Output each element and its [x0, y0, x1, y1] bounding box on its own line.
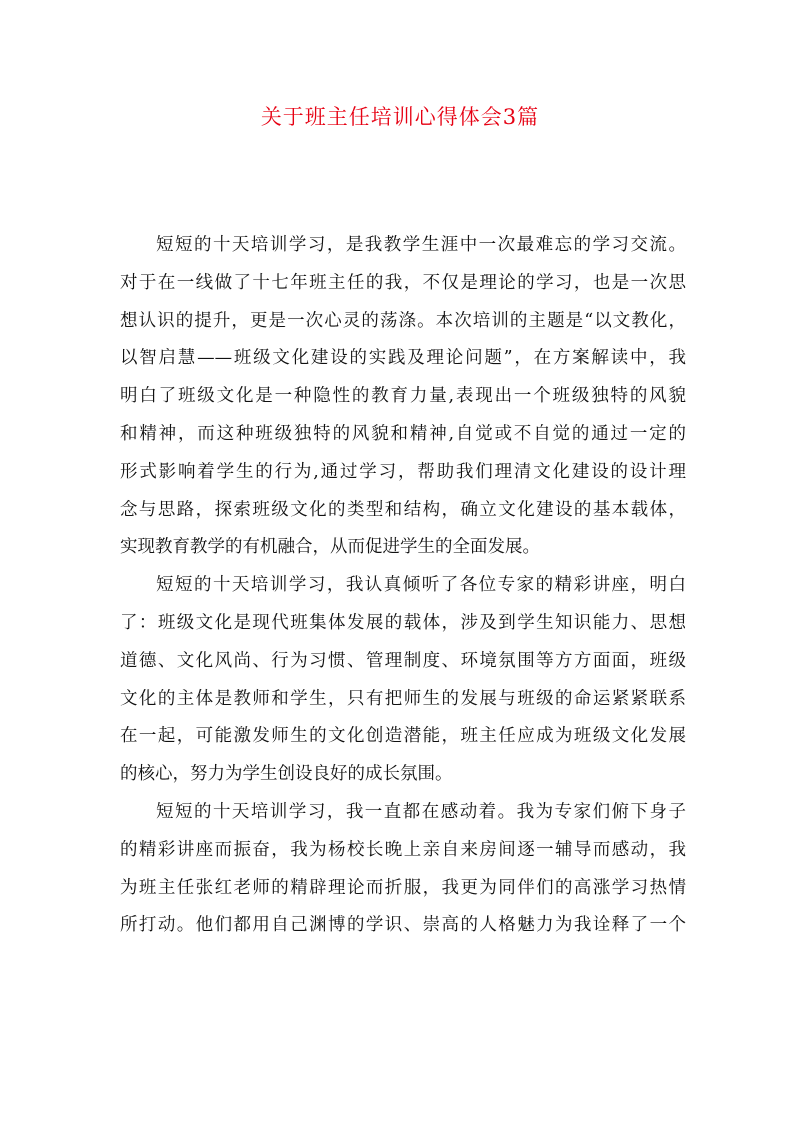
text-line: 想认识的提升，更是一次心灵的荡涤。本次培训的主题是“以文教化，: [120, 310, 686, 331]
text-line: 实现教育教学的有机融合，从而促进学生的全面发展。: [120, 537, 540, 558]
text-line: 形式影响着学生的行为,通过学习，帮助我们理清文化建设的设计理: [120, 461, 686, 482]
text-line: 念与思路，探索班级文化的类型和结构，确立文化建设的基本载体，: [120, 499, 686, 520]
text-line: 在一起，可能激发师生的文化创造潜能，班主任应成为班级文化发展: [120, 726, 686, 747]
page-title: 关于班主任培训心得体会3篇: [260, 105, 540, 129]
text-line: 所打动。他们都用自己渊博的学识、崇高的人格魅力为我诠释了一个: [120, 915, 686, 936]
text-line: 的精彩讲座而振奋，我为杨校长晚上亲自来房间逐一辅导而感动，我: [120, 839, 686, 860]
text-line: 以智启慧——班级文化建设的实践及理论问题”，在方案解读中，我: [120, 348, 686, 369]
text-line: 对于在一线做了十七年班主任的我，不仅是理论的学习，也是一次思: [120, 272, 686, 293]
text-line: 了：班级文化是现代班集体发展的载体，涉及到学生知识能力、思想: [120, 612, 686, 633]
text-line: 为班主任张红老师的精辟理论而折服，我更为同伴们的高涨学习热情: [120, 877, 686, 898]
text-line: 短短的十天培训学习，我一直都在感动着。我为专家们俯下身子: [156, 801, 686, 822]
text-line: 道德、文化风尚、行为习惯、管理制度、环境氛围等方方面面，班级: [120, 650, 686, 671]
text-line: 和精神，而这种班级独特的风貌和精神,自觉或不自觉的通过一定的: [120, 423, 686, 444]
text-line: 的核心，努力为学生创设良好的成长氛围。: [120, 764, 453, 785]
paragraph-3: [120, 794, 686, 945]
paragraph-1: [120, 227, 686, 567]
text-line: 文化的主体是教师和学生，只有把师生的发展与班级的命运紧紧联系: [120, 688, 686, 709]
paragraph-2: [120, 567, 686, 794]
document-body: [120, 227, 686, 945]
text-line: 短短的十天培训学习，是我教学生涯中一次最难忘的学习交流。: [156, 235, 686, 255]
text-line: 短短的十天培训学习，我认真倾听了各位专家的精彩讲座，明白: [156, 575, 686, 596]
text-line: 明白了班级文化是一种隐性的教育力量,表现出一个班级独特的风貌: [120, 386, 686, 407]
